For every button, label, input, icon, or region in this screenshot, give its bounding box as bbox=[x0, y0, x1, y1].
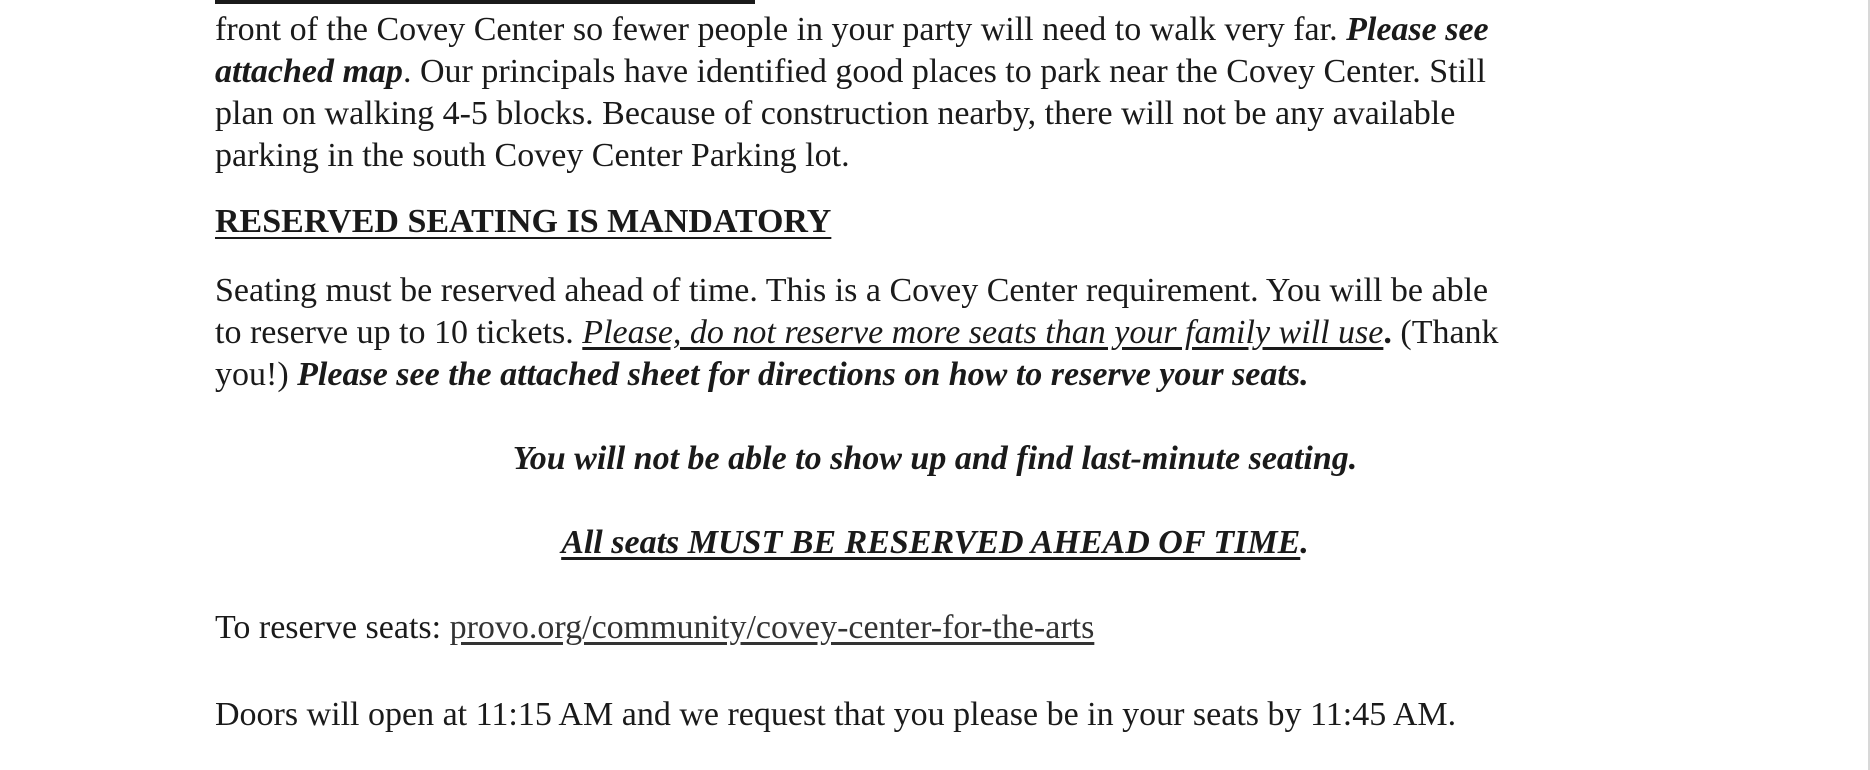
paragraph2-line3 bbox=[215, 355, 1655, 395]
emphasis-text: Please see bbox=[1346, 11, 1489, 48]
paragraph1-line2 bbox=[215, 52, 1655, 92]
underline-fragment bbox=[215, 0, 755, 4]
text: to reserve up to 10 tickets. bbox=[215, 314, 574, 351]
emphasis-text: Please see the attached sheet for directions on how to reserve your seats. bbox=[297, 356, 1309, 393]
text: . bbox=[1383, 314, 1392, 351]
text: (Thank bbox=[1400, 314, 1499, 351]
paragraph1-line4: parking in the south Covey Center Parking lot. bbox=[215, 137, 850, 174]
text: you!) bbox=[215, 356, 289, 393]
underlined-request: Please, do not reserve more seats than your family will use bbox=[582, 314, 1384, 351]
text: . Our principals have identified good places to park near the Covey Center. Still bbox=[402, 53, 1486, 90]
doors-line: Doors will open at 11:15 AM and we request that you please be in your seats by 11:45 AM. bbox=[215, 696, 1457, 733]
text: front of the Covey Center so fewer people in your party will need to walk very far. bbox=[215, 11, 1338, 48]
section-heading: RESERVED SEATING IS MANDATORY bbox=[215, 203, 832, 240]
paragraph2-line2 bbox=[215, 313, 1655, 353]
reserve-seats-line bbox=[215, 608, 1655, 648]
paragraph2-line1: Seating must be reserved ahead of time. This is a Covey Center requirement. You will be able bbox=[215, 272, 1489, 309]
underlined-notice: All seats MUST BE RESERVED AHEAD OF TIME bbox=[561, 524, 1301, 561]
reserve-link[interactable]: provo.org/community/covey-center-for-the-arts bbox=[449, 609, 1095, 646]
paragraph1-line3: plan on walking 4-5 blocks. Because of construction nearby, there will not be any available bbox=[215, 95, 1456, 132]
reserve-label: To reserve seats: bbox=[215, 609, 442, 646]
paragraph1-line1 bbox=[215, 10, 1655, 50]
notice-reserve-ahead bbox=[0, 523, 1870, 563]
notice-last-minute: You will not be able to show up and find last-minute seating. bbox=[512, 440, 1358, 477]
text: . bbox=[1300, 524, 1309, 561]
emphasis-text: attached map bbox=[215, 53, 403, 90]
